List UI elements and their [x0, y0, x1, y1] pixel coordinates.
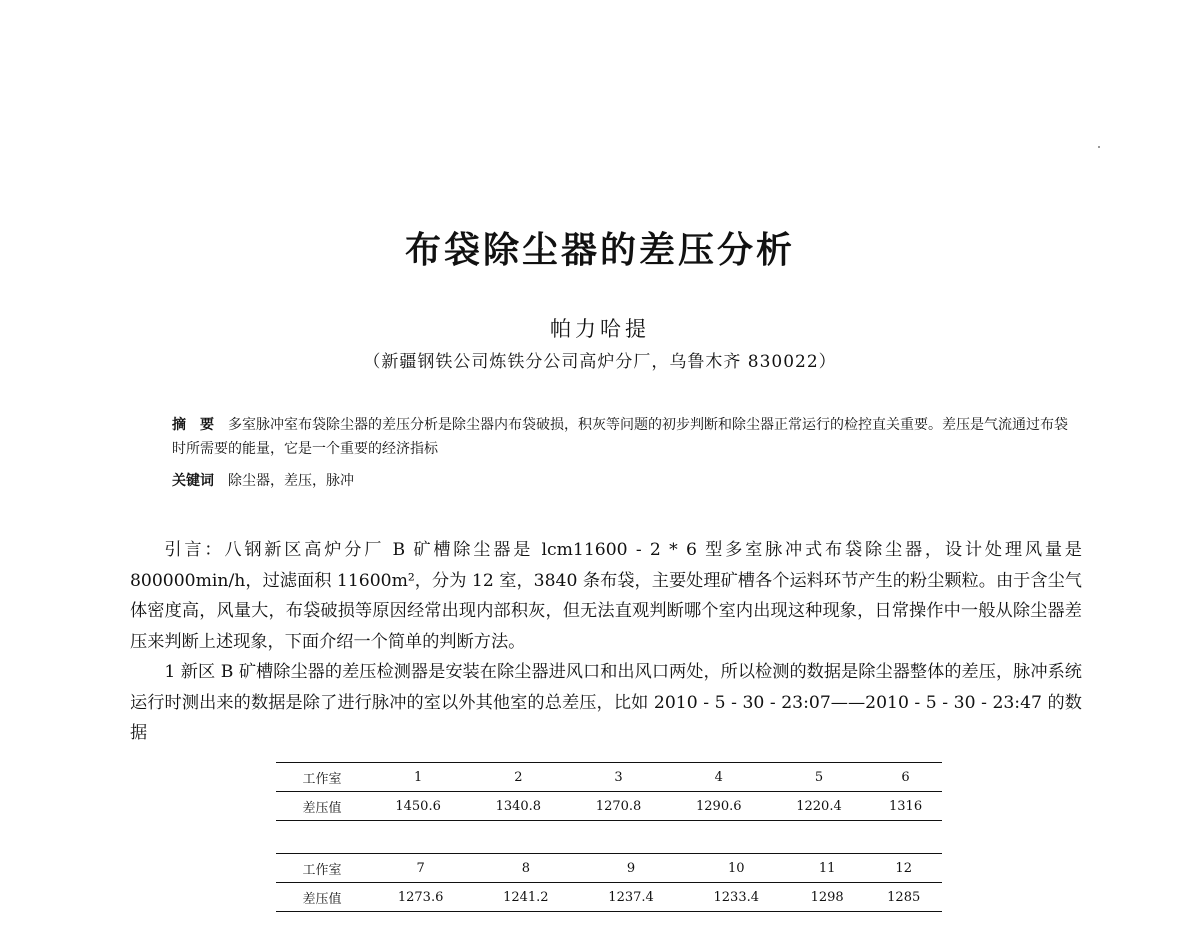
abstract-label: 摘 要: [172, 417, 214, 433]
table-cell-value: 1316: [869, 792, 942, 821]
paragraph-section-1: 1 新区 B 矿槽除尘器的差压检测器是安装在除尘器进风口和出风口两处，所以检测的数据是除尘器整体的差压，脉冲系统运行时测出来的数据是除了进行脉冲的室以外其他室的总差压，比如 2010 - 5 - 30 - 23:07——2010 - 5 - 30 - 23:47 的数据: [130, 662, 1082, 743]
table-cell-room: 2: [468, 763, 568, 792]
table-cell-value: 1450.6: [368, 792, 468, 821]
table-cell-room: 6: [869, 763, 942, 792]
table-row-values: [276, 792, 942, 821]
table-cell-value: 1290.6: [669, 792, 769, 821]
table-cell-room: 5: [769, 763, 869, 792]
body-text: [130, 535, 1082, 749]
keywords-text: 除尘器，差压，脉冲: [228, 473, 354, 489]
table-header-room: 工作室: [276, 763, 368, 792]
abstract-text: 多室脉冲室布袋除尘器的差压分析是除尘器内布袋破损，积灰等问题的初步判断和除尘器正常运行的检控直关重要。差压是气流通过布袋时所需要的能量，它是一个重要的经济指标: [172, 417, 1068, 457]
table-cell-room: 10: [684, 854, 789, 883]
abstract: [172, 413, 1072, 461]
table-cell-value: 1241.2: [473, 883, 578, 912]
table-cell-room: 1: [368, 763, 468, 792]
table-cell-room: 9: [578, 854, 683, 883]
table-cell-value: 1270.8: [568, 792, 668, 821]
table-row-rooms: [276, 854, 942, 883]
differential-pressure-table-2: [276, 853, 942, 912]
table-cell-value: 1298: [789, 883, 866, 912]
table-row-rooms: [276, 763, 942, 792]
table-cell-room: 7: [368, 854, 473, 883]
table-header-dp: 差压值: [276, 883, 368, 912]
table-header-room: 工作室: [276, 854, 368, 883]
table-cell-room: 4: [669, 763, 769, 792]
table-cell-room: 12: [865, 854, 942, 883]
paper-title: 布袋除尘器的差压分析: [404, 230, 795, 271]
keywords-label: 关键词: [172, 473, 214, 489]
table-cell-room: 3: [568, 763, 668, 792]
table-cell-value: 1285: [865, 883, 942, 912]
paragraph-intro: 引言：八钢新区高炉分厂 B 矿槽除尘器是 lcm11600 - 2 * 6 型多室脉冲式布袋除尘器，设计处理风量是 800000min/h，过滤面积 11600m²，分为 12 室，3840 条布袋，主要处理矿槽各个运料环节产生的粉尘颗粒。由于含尘气体密度高，风量大，布袋破损等原因经常出现内部积灰，但无法直观判断哪个室内出现这种现象，日常操作中一般从除尘器差压来判断上述现象，下面介绍一个简单的判断方法。: [130, 540, 1082, 652]
table-cell-room: 8: [473, 854, 578, 883]
table-cell-value: 1233.4: [684, 883, 789, 912]
scan-speck: [1098, 146, 1100, 148]
keywords: [172, 470, 1072, 492]
table-cell-room: 11: [789, 854, 866, 883]
table-row-values: [276, 883, 942, 912]
table-cell-value: 1237.4: [578, 883, 683, 912]
table-header-dp: 差压值: [276, 792, 368, 821]
table-cell-value: 1220.4: [769, 792, 869, 821]
author-name: 帕力哈提: [550, 317, 650, 341]
table-cell-value: 1340.8: [468, 792, 568, 821]
table-cell-value: 1273.6: [368, 883, 473, 912]
differential-pressure-table-1: [276, 762, 942, 821]
author-affiliation: （新疆钢铁公司炼铁分公司高炉分厂，乌鲁木齐 830022）: [363, 352, 837, 372]
